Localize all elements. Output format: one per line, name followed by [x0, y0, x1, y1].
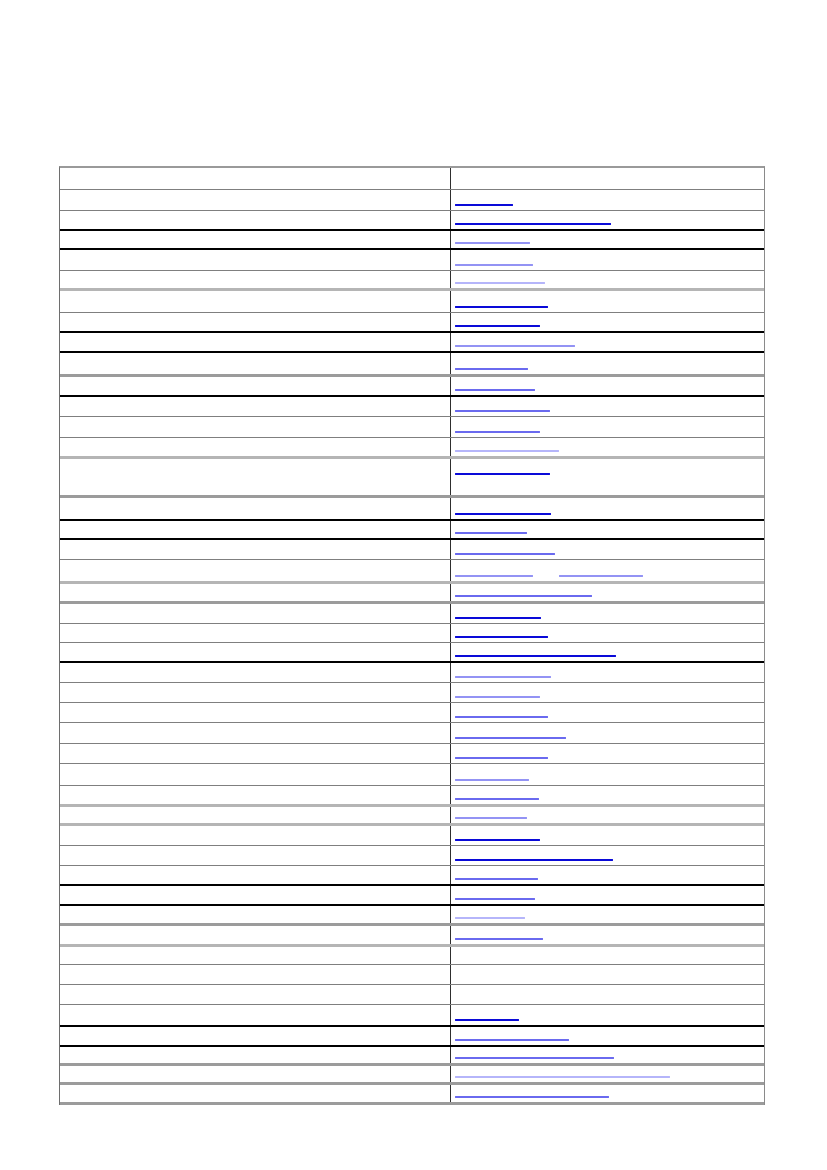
link-underline[interactable] [455, 473, 550, 475]
left-cell [60, 1005, 451, 1025]
link-container [455, 595, 592, 597]
link-underline[interactable] [455, 716, 548, 718]
right-cell [451, 764, 764, 785]
table-row [60, 866, 764, 886]
table-row [60, 663, 764, 683]
right-cell [451, 926, 764, 944]
left-cell [60, 744, 451, 763]
right-cell [451, 271, 764, 288]
right-cell [451, 807, 764, 823]
link-container [455, 898, 535, 900]
table-row [60, 826, 764, 846]
right-cell [451, 906, 764, 923]
link-underline[interactable] [455, 204, 513, 206]
left-cell [60, 498, 451, 519]
right-cell [451, 624, 764, 642]
left-cell [60, 764, 451, 785]
link-underline[interactable] [455, 779, 529, 781]
right-cell [451, 604, 764, 623]
right-cell [451, 723, 764, 743]
link-container [455, 575, 643, 577]
link-underline[interactable] [455, 345, 575, 347]
link-underline[interactable] [455, 368, 528, 370]
link-underline[interactable] [455, 859, 613, 861]
table-row [60, 926, 764, 947]
link-underline[interactable] [455, 431, 540, 433]
right-cell [451, 313, 764, 331]
link-container [455, 757, 548, 759]
right-cell [451, 1066, 764, 1082]
right-cell [451, 521, 764, 538]
link-underline[interactable] [455, 450, 559, 452]
link-underline[interactable] [455, 676, 551, 678]
link-container [455, 368, 528, 370]
link-underline[interactable] [455, 410, 550, 412]
link-underline[interactable] [455, 898, 535, 900]
table-row [60, 584, 764, 604]
table-row [60, 438, 764, 459]
link-container [455, 1039, 569, 1041]
left-cell [60, 190, 451, 210]
table-row [60, 906, 764, 926]
table-row [60, 886, 764, 906]
left-cell [60, 886, 451, 904]
left-cell [60, 560, 451, 581]
link-underline[interactable] [455, 817, 527, 819]
left-cell [60, 521, 451, 538]
right-cell [451, 231, 764, 248]
table-row [60, 723, 764, 744]
left-cell [60, 584, 451, 601]
left-cell [60, 906, 451, 923]
table-row [60, 521, 764, 540]
right-cell [451, 584, 764, 601]
link-container [455, 1096, 609, 1098]
table-row [60, 377, 764, 397]
link-container [455, 696, 540, 698]
link-container [455, 242, 530, 244]
link-container [455, 938, 543, 940]
right-cell [451, 377, 764, 395]
link-container [455, 878, 538, 880]
left-cell [60, 211, 451, 229]
link-underline[interactable] [455, 223, 611, 225]
left-cell [60, 417, 451, 437]
table-row [60, 333, 764, 353]
link-container [455, 532, 527, 534]
link-container [455, 204, 513, 206]
left-cell [60, 231, 451, 248]
link-container [455, 306, 548, 308]
link-underline[interactable] [455, 757, 548, 759]
link-underline[interactable] [455, 938, 543, 940]
table-row [60, 604, 764, 624]
right-cell [451, 965, 764, 984]
table-row [60, 807, 764, 826]
link-container [455, 917, 525, 919]
table-row [60, 744, 764, 764]
table-row [60, 168, 764, 190]
table-row [60, 683, 764, 703]
link-container [455, 513, 551, 515]
right-cell [451, 947, 764, 964]
table-row [60, 190, 764, 211]
link-container [455, 859, 613, 861]
table-row [60, 1085, 764, 1105]
link-container [455, 450, 559, 452]
left-cell [60, 723, 451, 743]
right-cell [451, 1047, 764, 1063]
table-row [60, 353, 764, 377]
link-container [455, 431, 540, 433]
left-cell [60, 807, 451, 823]
table-row [60, 498, 764, 521]
right-cell [451, 353, 764, 374]
link-container [455, 617, 541, 619]
right-cell [451, 459, 764, 495]
table-row [60, 985, 764, 1005]
table-row [60, 947, 764, 965]
right-cell [451, 703, 764, 722]
left-cell [60, 377, 451, 395]
right-cell [451, 560, 764, 581]
link-underline[interactable] [455, 575, 533, 577]
left-cell [60, 826, 451, 845]
link-container [455, 839, 540, 841]
right-cell [451, 886, 764, 904]
table-row [60, 417, 764, 438]
link-container [455, 345, 575, 347]
link-underline[interactable] [455, 1076, 670, 1078]
left-cell [60, 271, 451, 288]
link-container [455, 264, 533, 266]
table-row [60, 1005, 764, 1027]
left-cell [60, 1085, 451, 1102]
link-container [455, 1019, 519, 1021]
right-cell [451, 291, 764, 312]
left-cell [60, 866, 451, 884]
table-row [60, 624, 764, 643]
link-container [455, 655, 616, 657]
right-cell [451, 1005, 764, 1025]
left-cell [60, 459, 451, 495]
right-cell [451, 438, 764, 456]
link-underline[interactable] [455, 264, 533, 266]
table-row [60, 703, 764, 723]
link-underline[interactable] [455, 1039, 569, 1041]
link-underline[interactable] [455, 1096, 609, 1098]
link-underline[interactable] [455, 696, 540, 698]
table-row [60, 291, 764, 313]
left-cell [60, 786, 451, 804]
right-cell [451, 1027, 764, 1045]
right-cell [451, 786, 764, 804]
link-underline[interactable] [455, 798, 539, 800]
link-container [455, 716, 548, 718]
left-cell [60, 985, 451, 1004]
link-underline[interactable] [455, 513, 551, 515]
table-row [60, 560, 764, 584]
table-row [60, 965, 764, 985]
left-cell [60, 1066, 451, 1082]
link-container [455, 553, 555, 555]
table-row [60, 540, 764, 560]
link-container [455, 737, 566, 739]
link-underline[interactable] [455, 737, 566, 739]
left-cell [60, 353, 451, 374]
link-underline[interactable] [455, 617, 541, 619]
link-container [455, 676, 551, 678]
link-underline[interactable] [455, 553, 555, 555]
left-cell [60, 1027, 451, 1045]
link-container [455, 798, 539, 800]
right-cell [451, 683, 764, 702]
table-row [60, 786, 764, 807]
right-cell [451, 826, 764, 845]
left-cell [60, 683, 451, 702]
left-cell [60, 1047, 451, 1063]
link-container [455, 410, 550, 412]
link-underline[interactable] [455, 242, 530, 244]
link-underline[interactable] [455, 306, 548, 308]
left-cell [60, 965, 451, 984]
right-cell [451, 985, 764, 1004]
link-container [455, 282, 545, 284]
link-underline[interactable] [455, 389, 535, 391]
links-table [59, 166, 765, 1105]
table-row [60, 211, 764, 231]
left-cell [60, 168, 451, 189]
left-cell [60, 397, 451, 416]
left-cell [60, 333, 451, 351]
right-cell [451, 540, 764, 559]
right-cell [451, 211, 764, 229]
link-underline[interactable] [455, 878, 538, 880]
link-underline[interactable] [455, 325, 540, 327]
link-underline[interactable] [455, 595, 592, 597]
right-cell [451, 333, 764, 351]
left-cell [60, 703, 451, 722]
link-container [455, 1057, 614, 1059]
left-cell [60, 313, 451, 331]
link-container [455, 325, 540, 327]
link-container [455, 1076, 670, 1078]
table-row [60, 846, 764, 866]
link-underline[interactable] [559, 575, 643, 577]
right-cell [451, 190, 764, 210]
link-container [455, 389, 535, 391]
right-cell [451, 250, 764, 270]
left-cell [60, 643, 451, 661]
table-row [60, 313, 764, 333]
left-cell [60, 846, 451, 865]
table-row [60, 1066, 764, 1085]
right-cell [451, 1085, 764, 1102]
table-row [60, 459, 764, 498]
link-container [455, 473, 550, 475]
link-underline[interactable] [455, 839, 540, 841]
table-row [60, 1027, 764, 1047]
left-cell [60, 947, 451, 964]
link-underline[interactable] [455, 917, 525, 919]
left-cell [60, 604, 451, 623]
table-row [60, 643, 764, 663]
table-row [60, 250, 764, 271]
link-container [455, 223, 611, 225]
right-cell [451, 397, 764, 416]
link-underline[interactable] [455, 1057, 614, 1059]
link-underline[interactable] [455, 282, 545, 284]
left-cell [60, 663, 451, 682]
right-cell [451, 168, 764, 189]
right-cell [451, 744, 764, 763]
left-cell [60, 540, 451, 559]
link-underline[interactable] [455, 636, 548, 638]
left-cell [60, 624, 451, 642]
table-row [60, 1047, 764, 1066]
link-underline[interactable] [455, 655, 616, 657]
right-cell [451, 643, 764, 661]
link-container [455, 636, 548, 638]
table-row [60, 231, 764, 250]
table-row [60, 271, 764, 291]
right-cell [451, 498, 764, 519]
left-cell [60, 291, 451, 312]
link-container [455, 779, 529, 781]
table-row [60, 764, 764, 786]
table-row [60, 397, 764, 417]
link-underline[interactable] [455, 532, 527, 534]
right-cell [451, 846, 764, 865]
left-cell [60, 438, 451, 456]
left-cell [60, 250, 451, 270]
link-container [455, 817, 527, 819]
right-cell [451, 663, 764, 682]
right-cell [451, 417, 764, 437]
left-cell [60, 926, 451, 944]
right-cell [451, 866, 764, 884]
link-underline[interactable] [455, 1019, 519, 1021]
